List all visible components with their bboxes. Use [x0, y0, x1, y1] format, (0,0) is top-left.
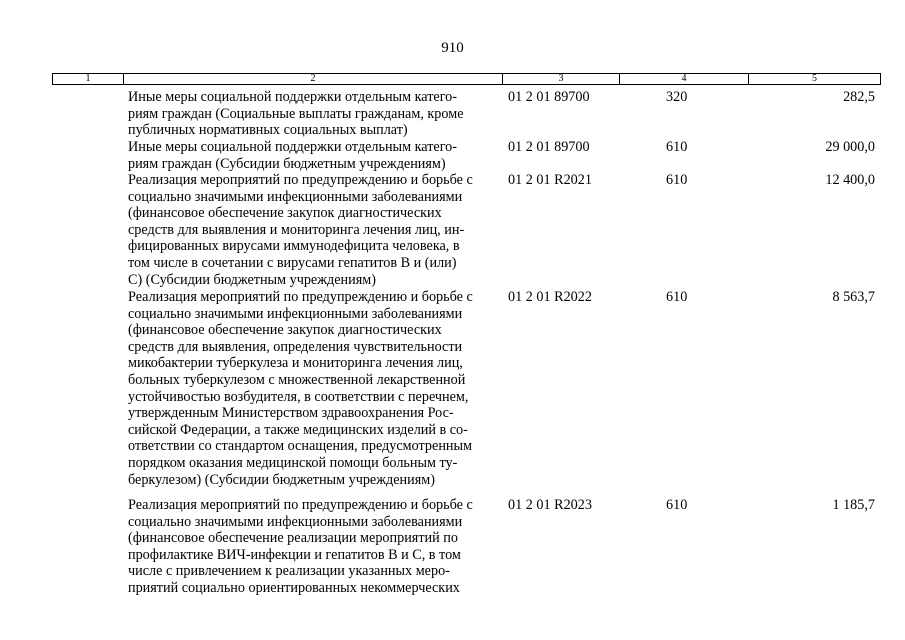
row-code: 01 2 01 89700: [508, 89, 590, 105]
table-row: [0, 89, 905, 139]
row-description: Иные меры социальной поддержки отдельным катего- риям граждан (Социальные выплаты гражданам, кроме публичных нормативных социальных выплат): [128, 89, 464, 139]
row-expense-type: 320: [666, 89, 688, 105]
row-code: 01 2 01 89700: [508, 139, 590, 155]
column-header-4: 4: [620, 74, 749, 84]
column-header-2: 2: [124, 74, 503, 84]
table-row: [0, 289, 905, 497]
row-amount: 1 185,7: [832, 497, 875, 513]
row-amount: 29 000,0: [825, 139, 875, 155]
row-description: Иные меры социальной поддержки отдельным катего- риям граждан (Субсидии бюджетным учреждениям): [128, 139, 457, 172]
table-row: [0, 172, 905, 289]
row-expense-type: 610: [666, 139, 688, 155]
table-header-row: [52, 73, 881, 85]
row-amount: 8 563,7: [832, 289, 875, 305]
row-description: Реализация мероприятий по предупреждению и борьбе с социально значимыми инфекционными заболеваниями (финансовое обеспечение реализации мероприятий по профилактике ВИЧ-инфекции и гепатитов В и С, в том числе с привлечением к реализации указанных меро- приятий социально ориентированных некоммерческих: [128, 497, 473, 596]
row-code: 01 2 01 R2023: [508, 497, 592, 513]
row-description: Реализация мероприятий по предупреждению и борьбе с социально значимыми инфекционными заболеваниями (финансовое обеспечение закупок диагностических средств для выявления и мониторинга лечения лиц, ин- фицированных вирусами иммунодефицита человека, в том числе в сочетании с вирусами гепатитов В и (или) С) (Субсидии бюджетным учреждениям): [128, 172, 473, 288]
column-header-3: 3: [503, 74, 620, 84]
row-code: 01 2 01 R2022: [508, 289, 592, 305]
row-code: 01 2 01 R2021: [508, 172, 592, 188]
row-amount: 12 400,0: [825, 172, 875, 188]
row-expense-type: 610: [666, 172, 688, 188]
row-expense-type: 610: [666, 289, 688, 305]
row-amount: 282,5: [843, 89, 875, 105]
column-header-5: 5: [812, 73, 817, 84]
table-body: [0, 89, 905, 607]
column-header-1: 1: [53, 74, 124, 84]
row-expense-type: 610: [666, 497, 688, 513]
table-row: [0, 139, 905, 172]
row-description: Реализация мероприятий по предупреждению и борьбе с социально значимыми инфекционными заболеваниями (финансовое обеспечение закупок диагностических средств для выявления, определения чувствительности микобактерии туберкулеза и мониторинга лечения лиц, больных туберкулезом с множественной лекарственной устойчивостью возбудителя, в соответствии с перечнем, утвержденным Министерством здравоохранения Рос- сийской Федерации, а также медицинских изделий в со- ответствии со стандартом оснащения, предусмотренным порядком оказания медицинской помощи больным ту- беркулезом) (Субсидии бюджетным учреждениям): [128, 289, 473, 488]
table-row: [0, 497, 905, 607]
page-number: 910: [441, 40, 464, 56]
